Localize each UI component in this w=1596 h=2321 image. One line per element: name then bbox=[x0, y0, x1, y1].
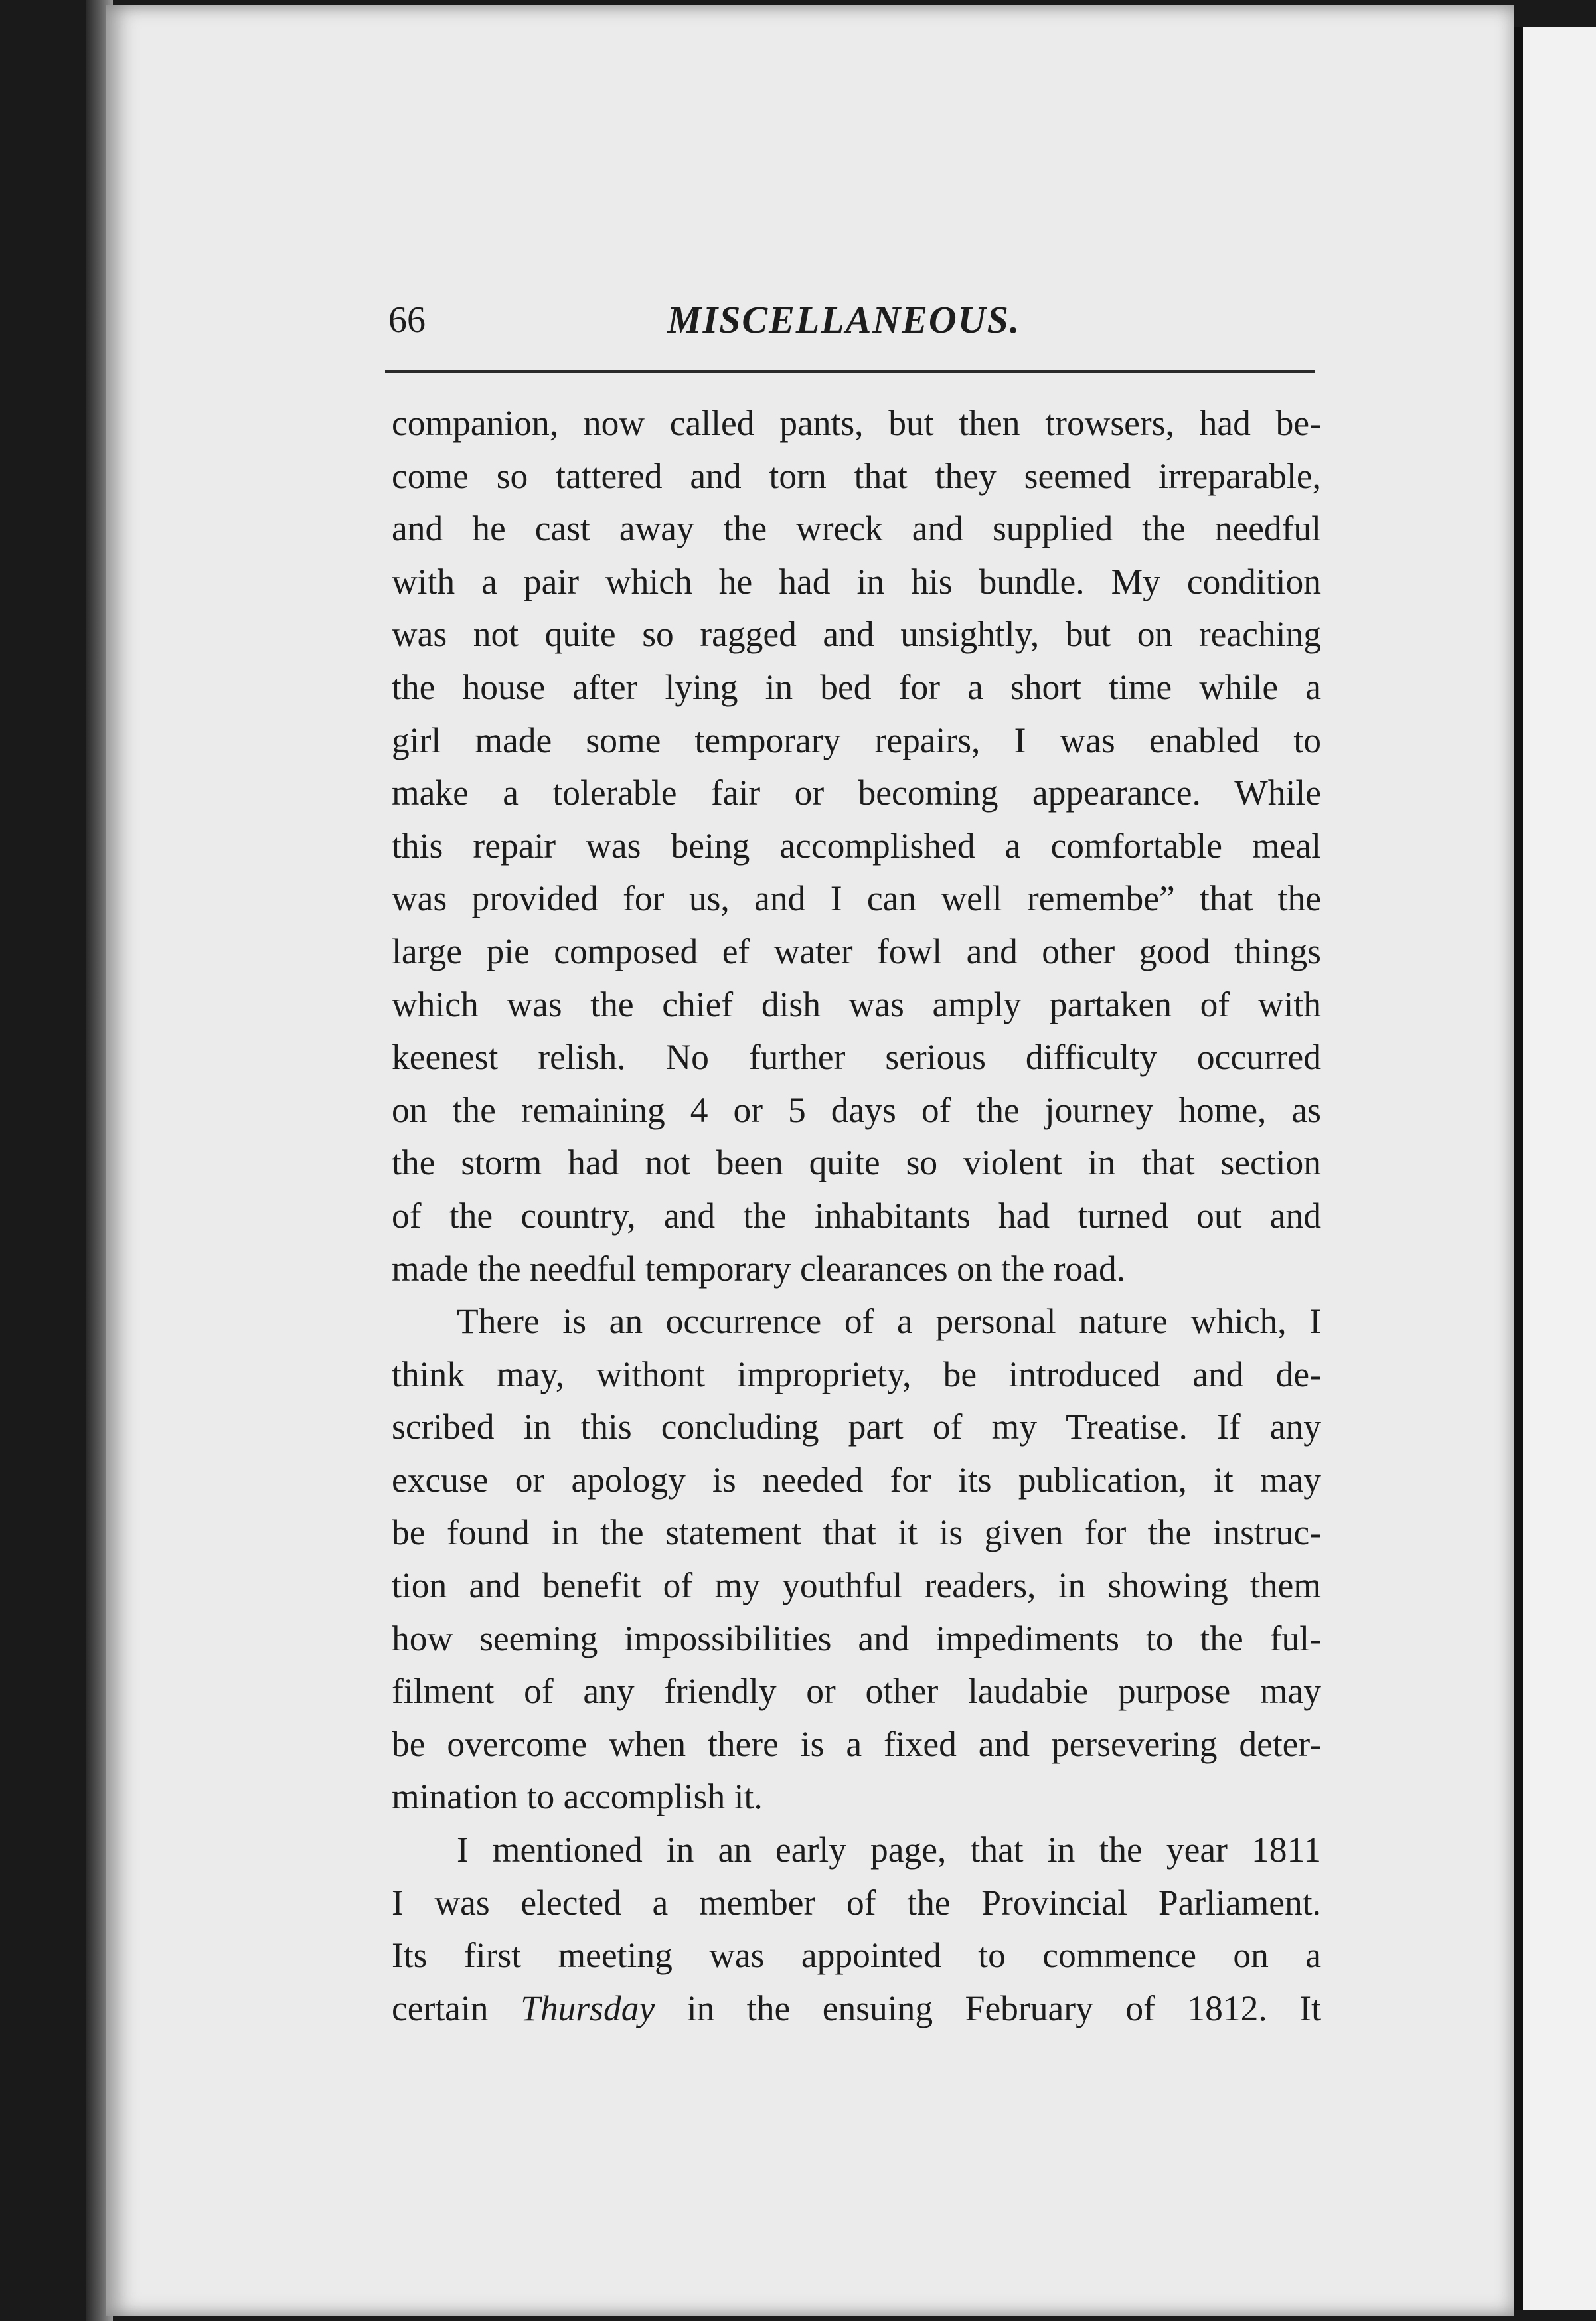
italic-word: Thursday bbox=[520, 1988, 655, 2028]
text-line: be found in the statement that it is given for the instruc- bbox=[392, 1512, 1321, 1553]
text-line: and he cast away the wreck and supplied the needful bbox=[392, 509, 1321, 549]
text-line: mination to accomplish it. bbox=[392, 1777, 763, 1817]
text-line: Its first meeting was appointed to commence on a bbox=[392, 1935, 1321, 1976]
text-line: keenest relish. No further serious difficulty occurred bbox=[392, 1037, 1321, 1078]
text-line: the storm had not been quite so violent in that section bbox=[392, 1143, 1321, 1183]
facing-page-edge bbox=[1514, 27, 1596, 2310]
text-line: excuse or apology is needed for its publication, it may bbox=[392, 1459, 1321, 1500]
text-line: companion, now called pants, but then trowsers, had be- bbox=[392, 403, 1321, 443]
text-line: the house after lying in bed for a short time while a bbox=[392, 667, 1321, 707]
text-line: was not quite so ragged and unsightly, but on reaching bbox=[392, 614, 1321, 655]
text-line: which was the chief dish was amply partaken of with bbox=[392, 984, 1321, 1024]
text-line: girl made some temporary repairs, I was enabled to bbox=[392, 720, 1321, 760]
body-text bbox=[392, 397, 1321, 2035]
text-line: of the country, and the inhabitants had turned out and bbox=[392, 1195, 1321, 1236]
text-line: scribed in this concluding part of my Treatise. If any bbox=[392, 1407, 1321, 1447]
running-head: MISCELLANEOUS. bbox=[667, 298, 1021, 341]
text-line: on the remaining 4 or 5 days of the journey home, as bbox=[392, 1089, 1321, 1130]
page-number: 66 bbox=[388, 299, 426, 341]
text-line: with a pair which he had in his bundle. My condition bbox=[392, 561, 1321, 601]
text-line: made the needful temporary clearances on the road. bbox=[392, 1248, 1126, 1289]
text-line: be overcome when there is a fixed and persevering deter- bbox=[392, 1723, 1321, 1764]
text-line: There is an occurrence of a personal nature which, I bbox=[457, 1301, 1321, 1342]
text-line: filment of any friendly or other laudabie purpose may bbox=[392, 1671, 1321, 1712]
final-line-start: certain bbox=[392, 1988, 521, 2028]
text-line: tion and benefit of my youthful readers, in showing them bbox=[392, 1565, 1321, 1606]
text-line: large pie composed ef water fowl and other good things bbox=[392, 931, 1321, 971]
text-line: think may, withont impropriety, be introduced and de- bbox=[392, 1354, 1321, 1394]
text-line: I mentioned in an early page, that in the year 1811 bbox=[457, 1830, 1321, 1870]
header-rule bbox=[385, 370, 1315, 373]
page-header bbox=[388, 292, 1318, 352]
text-line-final bbox=[392, 1982, 1321, 2036]
text-line: I was elected a member of the Provincial Parliament. bbox=[392, 1882, 1321, 1923]
text-line: this repair was being accomplished a comfortable meal bbox=[392, 825, 1321, 866]
text-line: was provided for us, and I can well remembe” that the bbox=[392, 878, 1321, 919]
text-line: how seeming impossibilities and impediments to the ful- bbox=[392, 1618, 1321, 1658]
final-line-end: in the ensuing February of 1812. It bbox=[655, 1988, 1321, 2028]
text-line: make a tolerable fair or becoming appearance. While bbox=[392, 773, 1321, 813]
text-line: come so tattered and torn that they seemed irreparable, bbox=[392, 455, 1321, 496]
